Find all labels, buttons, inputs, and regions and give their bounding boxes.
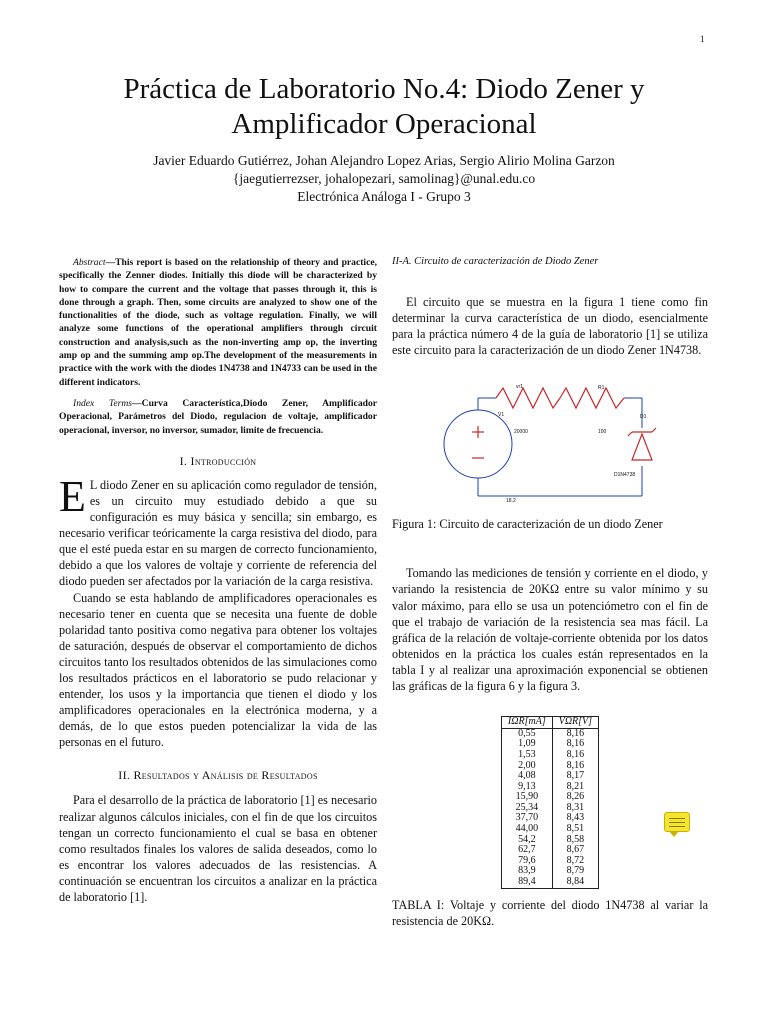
right-column xyxy=(392,256,708,929)
label-v1: V1 xyxy=(498,412,505,419)
voltage-source-symbol xyxy=(444,410,512,478)
table-row xyxy=(501,750,598,761)
table-cell-current: 4,08 xyxy=(501,771,552,782)
table-1-wrapper xyxy=(392,716,708,889)
course-name: Electrónica Análoga I - Grupo 3 xyxy=(297,189,471,204)
resistor-symbol xyxy=(560,388,624,408)
table-1-caption: TABLA I: Voltaje y corriente del diodo 1N4738 al variar la resistencia de 20KΩ. xyxy=(392,897,708,928)
potentiometer-symbol xyxy=(496,388,560,408)
drop-cap: E xyxy=(59,471,86,521)
table-cell-current: 62,7 xyxy=(501,845,552,856)
label-value-20000: 20000 xyxy=(514,429,528,436)
comment-note-icon[interactable] xyxy=(664,812,690,832)
label-source-value: 18.2 xyxy=(506,498,516,505)
table-row xyxy=(501,877,598,888)
left-column xyxy=(59,256,377,905)
table-cell-current: 79,6 xyxy=(501,856,552,867)
table-cell-current: 83,9 xyxy=(501,866,552,877)
table-cell-voltage: 8,84 xyxy=(552,877,598,888)
table-cell-current: 25,34 xyxy=(501,803,552,814)
label-r1: R1 xyxy=(598,385,605,392)
table-cell-current: 0,55 xyxy=(501,728,552,739)
label-value-100: 100 xyxy=(598,429,607,436)
table-cell-current: 37,70 xyxy=(501,813,552,824)
table-cell-voltage: 8,16 xyxy=(552,750,598,761)
table-cell-voltage: 8,31 xyxy=(552,803,598,814)
table-body xyxy=(501,728,598,888)
table-cell-voltage: 8,51 xyxy=(552,824,598,835)
abstract-text: This report is based on the relationship of theory and practice, specifically the Zenner diodes. Initially this diode will be characterized by how to compare the current and the voltage that passes through it, this is done through a graph. Then, some circuits are analyzed to show one of the functionalities of the diode, such as voltage regulation. Finally, we will analyze some functions of the operational amplifiers through circuit construction and analysis,such as the non-inverting amp op, the inverting amp op and the summing amp op.The development of the measurements in practice with the work with the diodes 1N4738 and 1N4733 can be used in the different indicators. xyxy=(59,257,377,388)
table-header-current: IΩR[mA] xyxy=(501,717,552,729)
label-d1: D1 xyxy=(640,414,647,421)
subsection-paragraph-1: El circuito que se muestra en la figura 1 tiene como fin determinar la curva característica de un diodo, esencialmente para la práctica número 4 de la guía de laboratorio [1] se utiliza este circuito para la caracterización de un diodo Zener 1N4738. xyxy=(392,295,708,358)
table-cell-current: 1,09 xyxy=(501,739,552,750)
table-cell-voltage: 8,72 xyxy=(552,856,598,867)
abstract: Abstract—This report is based on the relationship of theory and practice, specifically the Zenner diodes. Initially this diode will be characterized by how to compare the current and the voltage that passes through it, this is done through a graph. Then, some circuits are analyzed to show one of the functionalities of the diode, such as voltage regulation. Finally, we will analyze some functions of the operational amplifiers through circuit construction and analysis,such as the non-inverting amp op, the inverting amp op and the summing amp op.The development of the measurements in practice with the work with the diodes 1N4738 and 1N4733 can be used in the different indicators. xyxy=(59,257,377,388)
subsection-paragraph-2: Tomando las mediciones de tensión y corriente en el diodo, y variando la resistencia de 20KΩ entre su valor mínimo y su valor máximo, para ello se usa un potenciómetro con el fin de que el trabajo de variación de la resistencia sea mas fácil. La gráfica de la relación de voltaje-corriente obtenida por los datos obtenidos en la práctica los cuales están representados en la tabla I y al realizar una aproximación exponencial se obtienen las gráficas de la figura 6 y la figura 3. xyxy=(392,566,708,694)
section-heading-resultados: II. Resultados y Análisis de Resultados xyxy=(118,768,318,783)
subsection-heading: II-A. Circuito de caracterización de Diodo Zener xyxy=(392,256,599,267)
results-paragraph-1: Para el desarrollo de la práctica de laboratorio [1] es necesario realizar algunos cálculos iniciales, con el fin de que los circuitos tengan un correcto funcionamiento el cual se basa en obtener como resultados finales los valores de salida deseados, como lo es encontrar los valores adecuados de las resistencias. A continuación se encuentran los circuitos a analizar en la práctica de laboratorio [1]. xyxy=(59,793,377,905)
label-diode-part: D1N4738 xyxy=(614,472,636,479)
abstract-label: Abstract xyxy=(73,257,106,268)
figure-1 xyxy=(392,384,708,504)
table-cell-current: 44,00 xyxy=(501,824,552,835)
zener-diode-symbol xyxy=(632,434,652,460)
table-header-voltage: VΩR[V] xyxy=(552,717,598,729)
author-emails: {jaegutierrezser, johalopezari, samolinag}@unal.edu.co xyxy=(232,171,536,186)
table-cell-current: 54,2 xyxy=(501,835,552,846)
table-cell-voltage: 8,26 xyxy=(552,792,598,803)
table-cell-voltage: 8,16 xyxy=(552,761,598,772)
index-terms-label: Index Terms xyxy=(73,397,133,409)
index-terms: Index Terms—Curva Característica,Diodo Zener, Amplificador Operacional, Parámetros del Diodo, regulacion de voltaje, amplificador operacional, inversor, no inversor, sumador, limite de frecuencia. xyxy=(59,397,378,436)
figure-1-caption: Figura 1: Circuito de caracterización de un diodo Zener xyxy=(392,517,663,532)
table-header-row xyxy=(501,717,598,729)
table-cell-voltage: 8,16 xyxy=(552,739,598,750)
table-cell-voltage: 8,43 xyxy=(552,813,598,824)
table-cell-current: 15,90 xyxy=(501,792,552,803)
intro-section xyxy=(59,471,377,751)
author-block xyxy=(60,152,708,206)
author-names: Javier Eduardo Gutiérrez, Johan Alejandro Lopez Arias, Sergio Alirio Molina Garzon xyxy=(153,153,615,168)
paper-title: Práctica de Laboratorio No.4: Diodo Zener y Amplificador Operacional xyxy=(123,73,645,140)
label-vr1: vr1 xyxy=(516,384,523,391)
intro-paragraph-2: Cuando se esta hablando de amplificadores operacionales es necesario tener en cuenta que se necesita una fuente de doble polaridad tanto positiva como negativa para obtener los voltajes de saturación, después de observar el comportamiento de dichos circuitos tanto los resultados obtenidos de las simulaciones como los resultados prácticos en el laboratorio se pudo relacionar y entender, los usos y la importancia que tienen el diodo y los amplificadores operacionales en la electrónica moderna, y a demás, de lo que estos pueden potencializar la vida de las personas en el futuro. xyxy=(59,590,377,750)
table-cell-current: 9,13 xyxy=(501,782,552,793)
intro-paragraph-1: L diodo Zener en su aplicación como regulador de tensión, es un circuito muy estudiado debido a que su configuración es muy básica y sencilla; sin embargo, es necesario verificar teóricamente la carga resistiva del diodo, para que el esté pueda estar en su margen de correcto funcionamiento, debido a que los valores de voltaje y corriente de referencia del diodo pueden ser afectados por la variación de la carga resistiva. xyxy=(59,477,377,589)
page-number: 1 xyxy=(700,34,705,44)
table-cell-voltage: 8,67 xyxy=(552,845,598,856)
circuit-diagram xyxy=(392,384,708,504)
table-cell-current: 2,00 xyxy=(501,761,552,772)
table-cell-current: 1,53 xyxy=(501,750,552,761)
table-cell-voltage: 8,58 xyxy=(552,835,598,846)
table-cell-current: 89,4 xyxy=(501,877,552,888)
table-cell-voltage: 8,17 xyxy=(552,771,598,782)
section-heading-introduccion: I. Introducción xyxy=(179,453,257,468)
table-cell-voltage: 8,21 xyxy=(552,782,598,793)
index-terms-text: Curva Característica,Diodo Zener, Amplificador Operacional, Parámetros del Diodo, regulacion de voltaje, amplificador operacional, inversor, no inversor, sumador, limite de frecuencia. xyxy=(59,397,378,436)
table-1 xyxy=(501,716,599,889)
table-cell-voltage: 8,79 xyxy=(552,866,598,877)
table-cell-voltage: 8,16 xyxy=(552,728,598,739)
